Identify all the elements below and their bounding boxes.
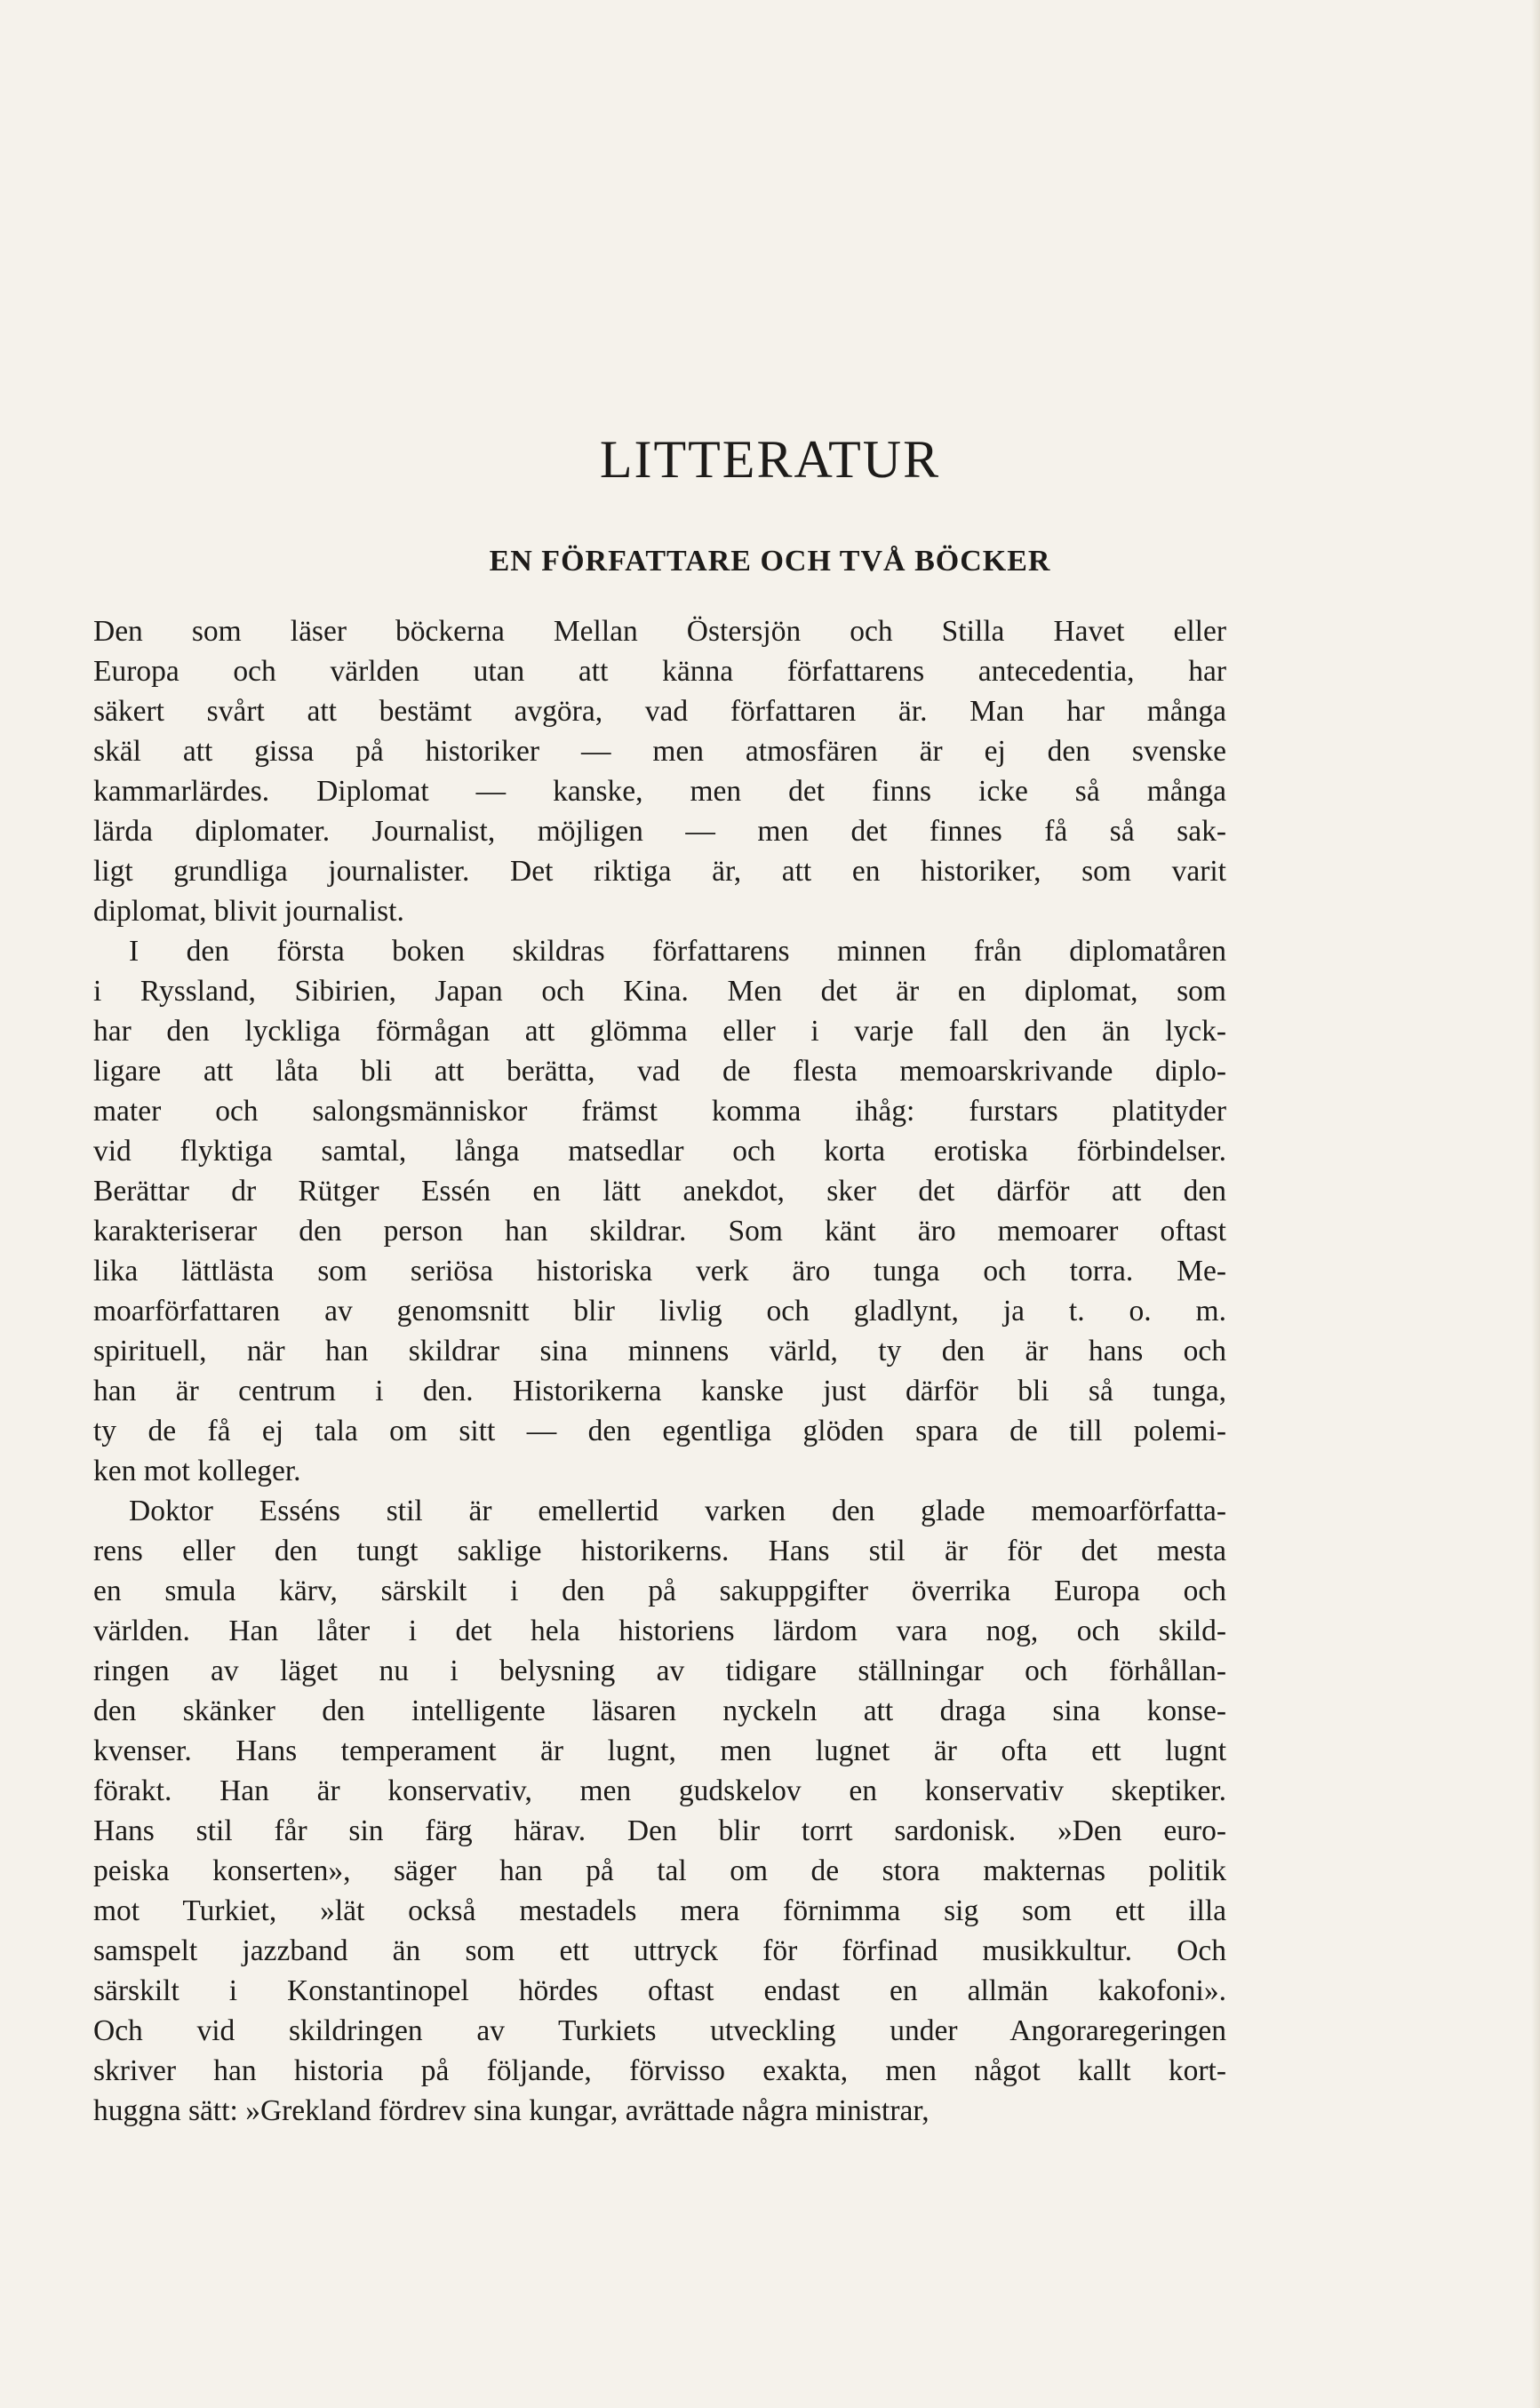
text-line: I den första boken skildras författarens minnen från diplomatåren (129, 935, 1226, 968)
text-line: Berättar dr Rütger Essén en lätt anekdot, sker det därför att den (93, 1175, 1226, 1208)
text-line: han är centrum i den. Historikerna kanske just därför bli så tunga, (93, 1375, 1226, 1407)
text-line: skriver han historia på följande, förvisso exakta, men något kallt kort- (93, 2054, 1226, 2087)
text-line: Och vid skildringen av Turkiets utveckling under Angoraregeringen (93, 2014, 1226, 2047)
text-line: ligt grundliga journalister. Det riktiga är, att en historiker, som varit (93, 855, 1226, 888)
text-line: ligare att låta bli att berätta, vad de flesta memoarskrivande diplo- (93, 1055, 1226, 1088)
text-line: ty de få ej tala om sitt — den egentliga glöden spara de till polemi- (93, 1415, 1226, 1447)
text-line: Europa och världen utan att känna författarens antecedentia, har (93, 655, 1226, 688)
text-line: världen. Han låter i det hela historiens lärdom vara nog, och skild- (93, 1615, 1226, 1647)
text-line: kvenser. Hans temperament är lugnt, men lugnet är ofta ett lugnt (93, 1734, 1226, 1767)
text-line: förakt. Han är konservativ, men gudskelov en konservativ skeptiker. (93, 1774, 1226, 1807)
article-subtitle: EN FÖRFATTARE OCH TVÅ BÖCKER (489, 545, 1051, 578)
text-line: kammarlärdes. Diplomat — kanske, men det finns icke så många (93, 775, 1226, 808)
text-line: Hans stil får sin färg härav. Den blir torrt sardonisk. »Den euro- (93, 1814, 1226, 1847)
text-line: Doktor Esséns stil är emellertid varken den glade memoarförfatta- (129, 1495, 1226, 1527)
text-line: säkert svårt att bestämt avgöra, vad författaren är. Man har många (93, 695, 1226, 728)
text-line: särskilt i Konstantinopel hördes oftast endast en allmän kakofoni». (93, 1974, 1226, 2007)
text-line: karakteriserar den person han skildrar. Som känt äro memoarer oftast (93, 1215, 1226, 1248)
text-line: samspelt jazzband än som ett uttryck för förfinad musikkultur. Och (93, 1934, 1226, 1967)
text-line: lärda diplomater. Journalist, möjligen — men det finnes få så sak- (93, 815, 1226, 848)
page-title: LITTERATUR (599, 430, 941, 489)
text-line: i Ryssland, Sibirien, Japan och Kina. Men det är en diplomat, som (93, 975, 1226, 1008)
page-edge-shadow (1531, 0, 1540, 2408)
text-line: den skänker den intelligente läsaren nyckeln att draga sina konse- (93, 1694, 1226, 1727)
text-line: ringen av läget nu i belysning av tidigare ställningar och förhållan- (93, 1655, 1226, 1687)
text-line: mater och salongsmänniskor främst komma ihåg: furstars platityder (93, 1095, 1226, 1128)
text-line: har den lyckliga förmågan att glömma eller i varje fall den än lyck- (93, 1015, 1226, 1048)
text-line: Den som läser böckerna Mellan Östersjön och Stilla Havet eller (93, 615, 1226, 648)
text-line: huggna sätt: »Grekland fördrev sina kungar, avrättade några ministrar, (93, 2094, 930, 2127)
text-line: diplomat, blivit journalist. (93, 895, 404, 928)
text-line: ken mot kolleger. (93, 1455, 301, 1487)
text-line: vid flyktiga samtal, långa matsedlar och korta erotiska förbindelser. (93, 1135, 1226, 1168)
text-line: skäl att gissa på historiker — men atmosfären är ej den svenske (93, 735, 1226, 768)
text-line: spirituell, när han skildrar sina minnens värld, ty den är hans och (93, 1335, 1226, 1367)
text-line: lika lättlästa som seriösa historiska verk äro tunga och torra. Me- (93, 1255, 1226, 1288)
text-line: moarförfattaren av genomsnitt blir livlig och gladlynt, ja t. o. m. (93, 1295, 1226, 1328)
text-line: rens eller den tungt saklige historikerns. Hans stil är för det mesta (93, 1535, 1226, 1567)
article-body (93, 611, 1226, 2131)
text-line: peiska konserten», säger han på tal om de stora makternas politik (93, 1854, 1226, 1887)
text-line: mot Turkiet, »lät också mestadels mera förnimma sig som ett illa (93, 1894, 1226, 1927)
text-line: en smula kärv, särskilt i den på sakuppgifter överrika Europa och (93, 1575, 1226, 1607)
